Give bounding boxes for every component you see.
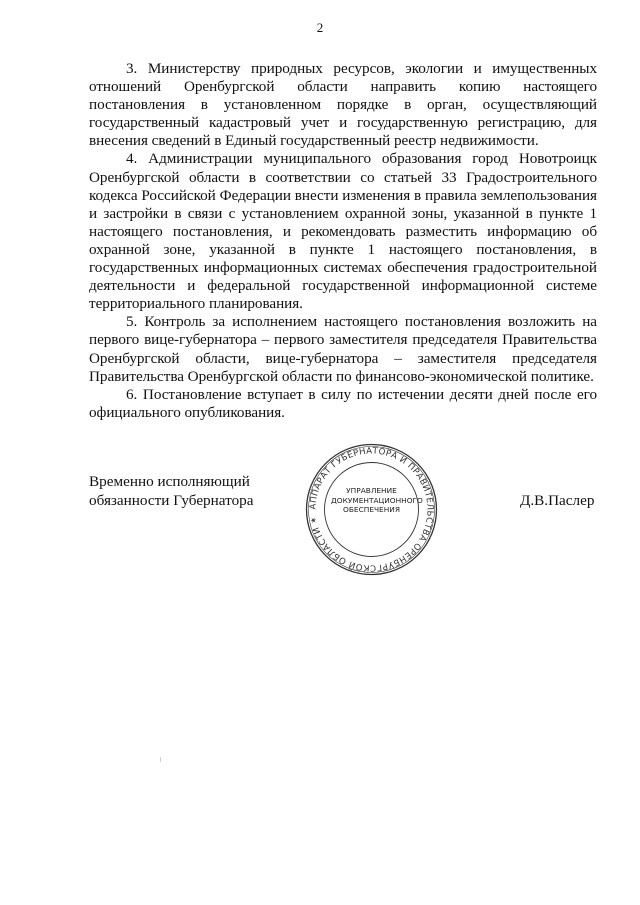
seal-center-line-1: УПРАВЛЕНИЕ [346,486,397,495]
scan-mark [160,757,161,762]
signatory-position-line-2: обязанности Губернатора [89,491,254,509]
official-seal [304,442,439,577]
page-number: 2 [316,20,324,35]
seal-center-text [331,486,423,515]
paragraph-4: 4. Администрации муниципального образования город Новотроицк Оренбургской области в соответствии со статьей 33 Градостроительного кодекса Российской Федерации внести изменения в правила землепользования и застройки в связи с установлением охранной зоны, указанной в пункте 1 настоящего постановления, и рекомендовать разместить информацию об охранной зоне, указанной в пункте 1 настоящего постановления, в государственных информационных системах обеспечения градостроительной деятельности и федеральной государственной информационной системе территориального планирования. [89,150,597,313]
paragraph-5: 5. Контроль за исполнением настоящего постановления возложить на первого вице-губернатора – первого заместителя председателя Правительства Оренбургской области, вице-губернатора – заместителя председателя Правительства Оренбургской области по финансово-экономической политике. [89,313,597,385]
seal-center-line-2: ДОКУМЕНТАЦИОННОГО [331,495,423,505]
paragraph-3: 3. Министерству природных ресурсов, экологии и имущественных отношений Оренбургской области направить копию настоящего постановления в установленном порядке в орган, осуществляющий государственный кадастровый учет и государственную регистрацию, для внесения сведений в Единый государственный реестр недвижимости. [89,60,597,150]
signatory-position [89,473,254,510]
signatory-name: Д.В.Паслер [520,492,595,509]
document-body [89,60,597,422]
seal-center-line-3: ОБЕСПЕЧЕНИЯ [343,505,400,515]
signatory-position-line-1: Временно исполняющий [89,473,250,490]
seal-ring-text: АППАРАТ ГУБЕРНАТОРА И ПРАВИТЕЛЬСТВА ОРЕНБУРГСКОЙ ОБЛАСТИ ✶ [308,446,435,573]
paragraph-6: 6. Постановление вступает в силу по истечении десяти дней после его официального опубликования. [89,385,597,421]
